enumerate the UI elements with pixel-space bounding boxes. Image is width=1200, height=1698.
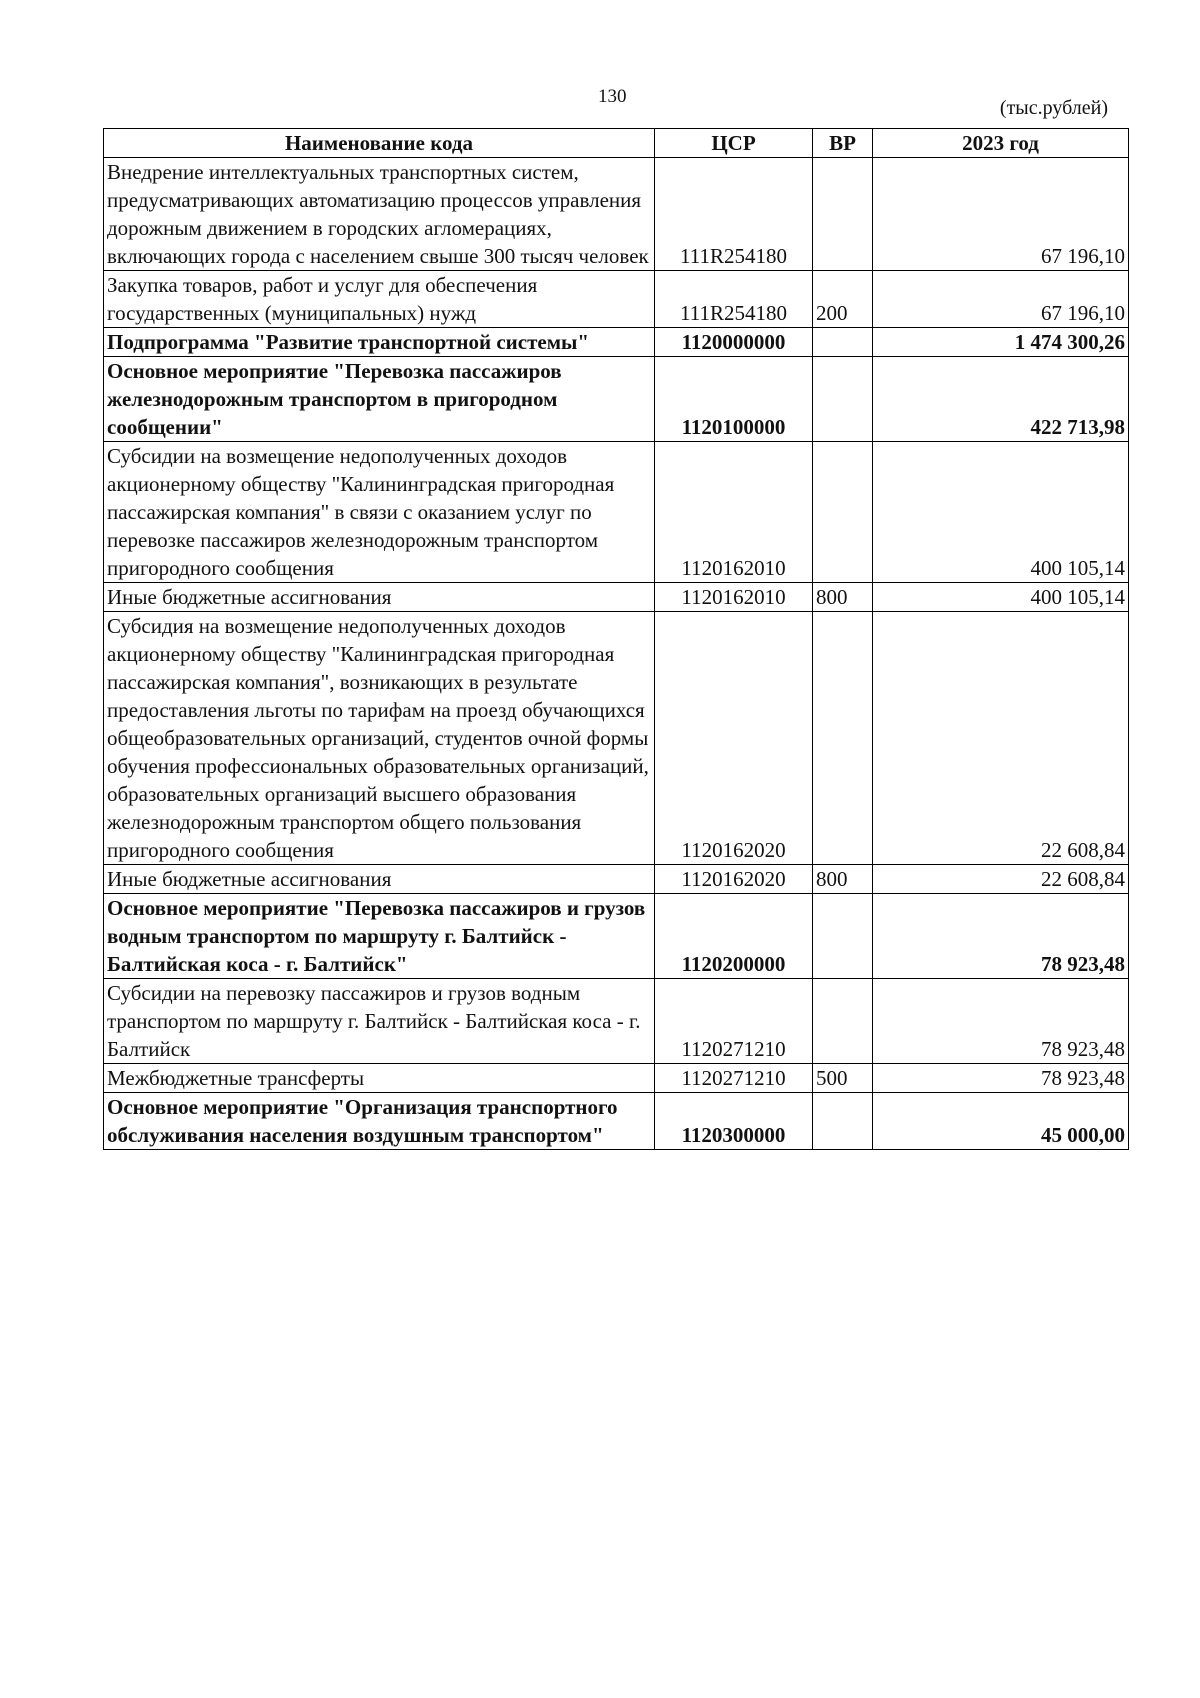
table-row xyxy=(104,442,1129,583)
table-row xyxy=(104,158,1129,271)
row-name: Основное мероприятие "Перевозка пассажиров и грузов водным транспортом по маршруту г. Балтийск - Балтийская коса - г. Балтийск" xyxy=(104,894,655,979)
header-year: 2023 год xyxy=(873,129,1129,158)
row-vr xyxy=(813,979,873,1064)
row-amount: 22 608,84 xyxy=(873,865,1129,894)
row-amount: 78 923,48 xyxy=(873,894,1129,979)
row-amount: 22 608,84 xyxy=(873,612,1129,865)
row-vr xyxy=(813,894,873,979)
row-vr xyxy=(813,158,873,271)
row-csr: 1120100000 xyxy=(655,357,813,442)
header-name: Наименование кода xyxy=(104,129,655,158)
row-vr: 200 xyxy=(813,271,873,328)
row-name: Межбюджетные трансферты xyxy=(104,1064,655,1093)
table-header-row xyxy=(104,129,1129,158)
table-row xyxy=(104,894,1129,979)
row-name: Основное мероприятие "Организация транспортного обслуживания населения воздушным транспортом" xyxy=(104,1093,655,1150)
row-csr: 1120162020 xyxy=(655,612,813,865)
row-name: Иные бюджетные ассигнования xyxy=(104,865,655,894)
row-vr xyxy=(813,612,873,865)
row-amount: 1 474 300,26 xyxy=(873,328,1129,357)
row-csr: 1120271210 xyxy=(655,979,813,1064)
page-number: 130 xyxy=(598,86,627,107)
row-csr: 111R254180 xyxy=(655,271,813,328)
row-amount: 45 000,00 xyxy=(873,1093,1129,1150)
row-name: Внедрение интеллектуальных транспортных систем, предусматривающих автоматизацию процессов управления дорожным движением в городских агломерациях, включающих города с населением свыше 300 тысяч человек xyxy=(104,158,655,271)
row-amount: 422 713,98 xyxy=(873,357,1129,442)
row-vr xyxy=(813,328,873,357)
row-vr: 500 xyxy=(813,1064,873,1093)
table-row xyxy=(104,1093,1129,1150)
row-name: Подпрограмма "Развитие транспортной системы" xyxy=(104,328,655,357)
row-csr: 111R254180 xyxy=(655,158,813,271)
row-csr: 1120162020 xyxy=(655,865,813,894)
row-amount: 78 923,48 xyxy=(873,979,1129,1064)
row-vr xyxy=(813,1093,873,1150)
table-row xyxy=(104,979,1129,1064)
row-amount: 400 105,14 xyxy=(873,442,1129,583)
table-row xyxy=(104,271,1129,328)
row-name: Субсидии на перевозку пассажиров и грузов водным транспортом по маршруту г. Балтийск - Балтийская коса - г. Балтийск xyxy=(104,979,655,1064)
row-vr: 800 xyxy=(813,583,873,612)
row-name: Основное мероприятие "Перевозка пассажиров железнодорожным транспортом в пригородном сообщении" xyxy=(104,357,655,442)
row-csr: 1120271210 xyxy=(655,1064,813,1093)
table-row xyxy=(104,1064,1129,1093)
table-row xyxy=(104,357,1129,442)
table-row xyxy=(104,612,1129,865)
header-vr: ВР xyxy=(813,129,873,158)
row-name: Субсидия на возмещение недополученных доходов акционерному обществу "Калининградская пригородная пассажирская компания", возникающих в результате предоставления льготы по тарифам на проезд обучающихся общеобразовательных организаций, студентов очной формы обучения профессиональных образовательных организаций, образовательных организаций высшего образования железнодорожным транспортом общего пользования пригородного сообщения xyxy=(104,612,655,865)
header-csr: ЦСР xyxy=(655,129,813,158)
units-label: (тыс.рублей) xyxy=(999,97,1108,119)
row-csr: 1120000000 xyxy=(655,328,813,357)
row-amount: 78 923,48 xyxy=(873,1064,1129,1093)
row-csr: 1120300000 xyxy=(655,1093,813,1150)
row-vr: 800 xyxy=(813,865,873,894)
row-amount: 67 196,10 xyxy=(873,271,1129,328)
row-vr xyxy=(813,357,873,442)
table-row xyxy=(104,328,1129,357)
table-row xyxy=(104,865,1129,894)
row-name: Субсидии на возмещение недополученных доходов акционерному обществу "Калининградская пригородная пассажирская компания" в связи с оказанием услуг по перевозке пассажиров железнодорожным транспортом пригородного сообщения xyxy=(104,442,655,583)
row-name: Иные бюджетные ассигнования xyxy=(104,583,655,612)
row-vr xyxy=(813,442,873,583)
budget-table xyxy=(103,128,1129,1150)
row-amount: 400 105,14 xyxy=(873,583,1129,612)
row-name: Закупка товаров, работ и услуг для обеспечения государственных (муниципальных) нужд xyxy=(104,271,655,328)
row-csr: 1120162010 xyxy=(655,442,813,583)
table-row xyxy=(104,583,1129,612)
row-amount: 67 196,10 xyxy=(873,158,1129,271)
row-csr: 1120200000 xyxy=(655,894,813,979)
row-csr: 1120162010 xyxy=(655,583,813,612)
